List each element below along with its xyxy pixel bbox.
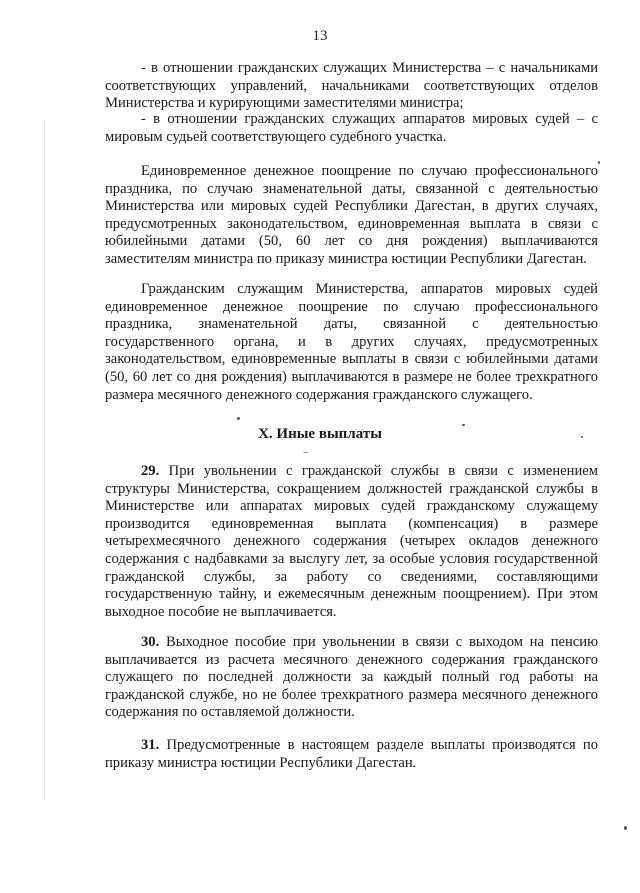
clause-29 xyxy=(105,463,598,621)
scan-speck xyxy=(598,161,600,164)
paragraph-text: Единовременное денежное поощрение по случаю профессионального праздника, по случаю знаменательной даты, связанной с деятельностью Министерства или мировых судей Республики Дагестан, в других случаях, предусмотренных законодательством, единовременная выплата в связи с юбилейными датами (50, 60 лет со дня рождения) выплачиваются заместителям министра по приказу министра юстиции Республики Дагестан. xyxy=(105,163,598,267)
scan-speck xyxy=(237,417,240,420)
paragraph-award-deputies xyxy=(105,163,598,269)
clause-number: 29. xyxy=(141,463,160,479)
paragraph-bullet-ministry xyxy=(105,60,598,113)
clause-text: При увольнении с гражданской службы в связи с изменением структуры Министерства, сокращением должностей гражданской службы в Министерстве или аппаратах мировых судей гражданскому служащему производится единовременная выплата (компенсация) в размере четырехмесячного денежного содержания (четырех окладов денежного содержания с надбавками за выслугу лет, за особые условия государственной гражданской службы, за работу со сведениями, составляющими государственную тайну, и ежемесячным денежным поощрением). При этом выходное пособие не выплачивается. xyxy=(105,463,598,620)
clause-paragraph xyxy=(105,737,598,772)
clause-30 xyxy=(105,634,598,722)
page-number: 13 xyxy=(312,28,328,44)
clause-number: 30. xyxy=(141,634,160,650)
paragraph-text: - в отношении гражданских служащих аппаратов мировых судей – с мировым судьей соответствующего судебного участка. xyxy=(105,111,598,145)
scan-speck xyxy=(44,120,45,800)
clause-31 xyxy=(105,737,598,772)
clause-paragraph xyxy=(105,634,598,722)
clause-text: Предусмотренные в настоящем разделе выплаты производятся по приказу министра юстиции Республики Дагестан. xyxy=(105,737,598,771)
paragraph-text: - в отношении гражданских служащих Министерства – с начальниками соответствующих управлений, начальниками соответствующих отделов Министерства и курирующими заместителями министра; xyxy=(105,60,598,112)
paragraph-award-civil-servants xyxy=(105,281,598,404)
scan-speck xyxy=(462,424,465,426)
paragraph-bullet-judges xyxy=(105,111,598,146)
clause-number: 31. xyxy=(141,737,160,753)
scan-speck xyxy=(624,826,627,830)
clause-text: Выходное пособие при увольнении в связи с выходом на пенсию выплачивается из расчета месячного денежного содержания гражданского служащего по последней должности за каждый полный год работы на гражданской службе, но не более трехкратного размера месячного денежного содержания по оставляемой должности. xyxy=(105,634,598,721)
section-heading: X. Иные выплаты xyxy=(258,426,382,442)
scan-speck xyxy=(581,436,583,438)
paragraph-text: Гражданским служащим Министерства, аппаратов мировых судей единовременное денежное поощрение по случаю профессионального праздника, знаменательной даты, связанной с деятельностью государственного органа, и в других случаях, предусмотренных законодательством, единовременные выплаты в связи с юбилейными датами (50, 60 лет со дня рождения) выплачиваются в размере не более трехкратного размера месячного денежного содержания гражданского служащего. xyxy=(105,281,598,403)
clause-paragraph xyxy=(105,463,598,621)
scan-speck xyxy=(303,452,309,453)
